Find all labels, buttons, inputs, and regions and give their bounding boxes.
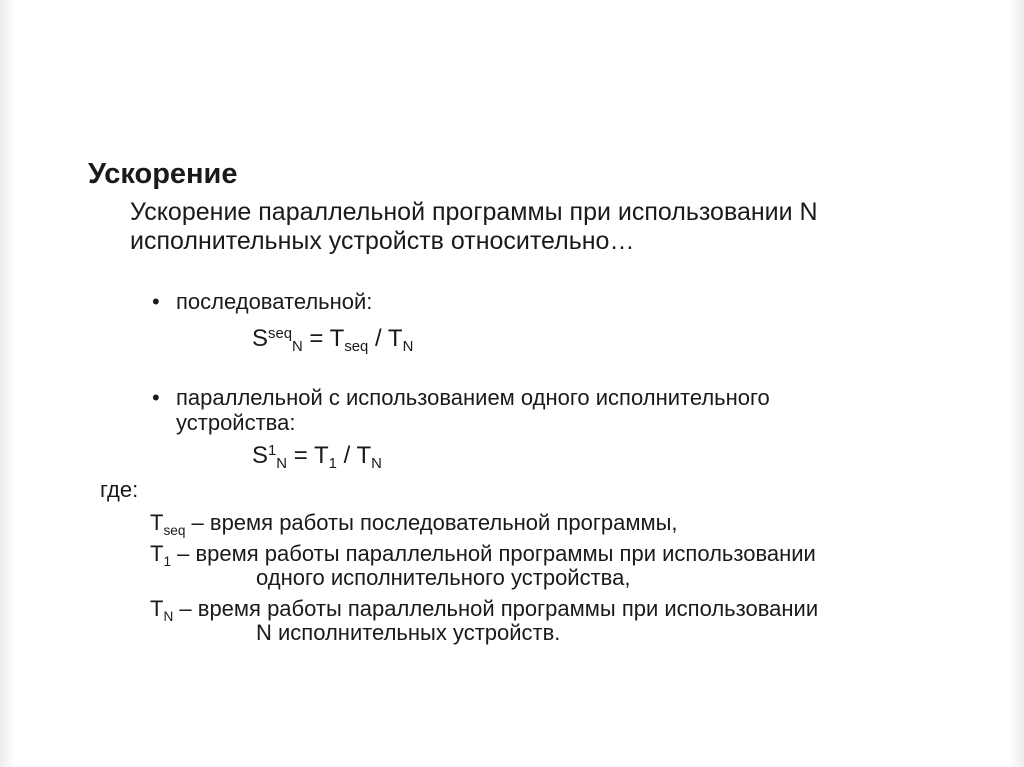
- intro-line-2: исполнительных устройств относительно…: [130, 227, 635, 255]
- formula-equals: =: [302, 325, 330, 352]
- where-label: где:: [100, 477, 139, 502]
- bullet-text: последовательной:: [176, 289, 373, 314]
- definition-text: – время работы параллельной программы при использовании: [173, 596, 819, 621]
- formula-superscript: seq: [268, 325, 292, 342]
- definition-subscript: N: [163, 608, 174, 624]
- definition-tn-continuation: N исполнительных устройств.: [256, 620, 561, 645]
- bullet-sequential: [152, 289, 372, 315]
- definition-symbol: T: [150, 510, 164, 535]
- formula-symbol: T: [313, 442, 329, 469]
- bullet-text-line-2: устройства:: [176, 410, 296, 435]
- formula-subscript: N: [402, 339, 414, 356]
- bullet-marker: •: [152, 289, 160, 314]
- formula-equals: =: [287, 442, 314, 469]
- formula-symbol: T: [329, 325, 345, 352]
- bullet-text-line-1: параллельной с использованием одного исполнительного: [176, 385, 770, 410]
- formula-symbol: S: [252, 325, 269, 352]
- bullet-parallel-one-device: [152, 385, 770, 411]
- formula-sequential-speedup: [252, 325, 413, 355]
- formula-superscript: 1: [268, 442, 277, 459]
- formula-subscript: N: [276, 456, 288, 473]
- formula-symbol: T: [387, 325, 403, 352]
- slide-title: Ускорение: [88, 158, 238, 190]
- definition-text: – время работы последовательной программы,: [185, 510, 678, 535]
- definition-tseq: [150, 510, 678, 538]
- definition-subscript: 1: [163, 553, 172, 569]
- formula-subscript: N: [371, 456, 382, 473]
- definition-t1-continuation: одного исполнительного устройства,: [256, 565, 631, 590]
- formula-subscript: N: [292, 339, 303, 356]
- bullet-marker: •: [152, 385, 160, 410]
- formula-subscript: 1: [328, 456, 337, 473]
- definition-subscript: seq: [163, 522, 186, 538]
- formula-divide: /: [336, 442, 357, 469]
- formula-symbol: S: [252, 442, 269, 469]
- intro-line-1: Ускорение параллельной программы при использовании N: [130, 198, 818, 226]
- formula-divide: /: [368, 325, 388, 352]
- formula-symbol: T: [356, 442, 372, 469]
- formula-parallel-speedup: [252, 442, 382, 472]
- formula-subscript: seq: [344, 339, 369, 356]
- definition-text: – время работы параллельной программы при использовании: [171, 541, 816, 566]
- definition-symbol: T: [150, 541, 164, 566]
- definition-symbol: T: [150, 596, 164, 621]
